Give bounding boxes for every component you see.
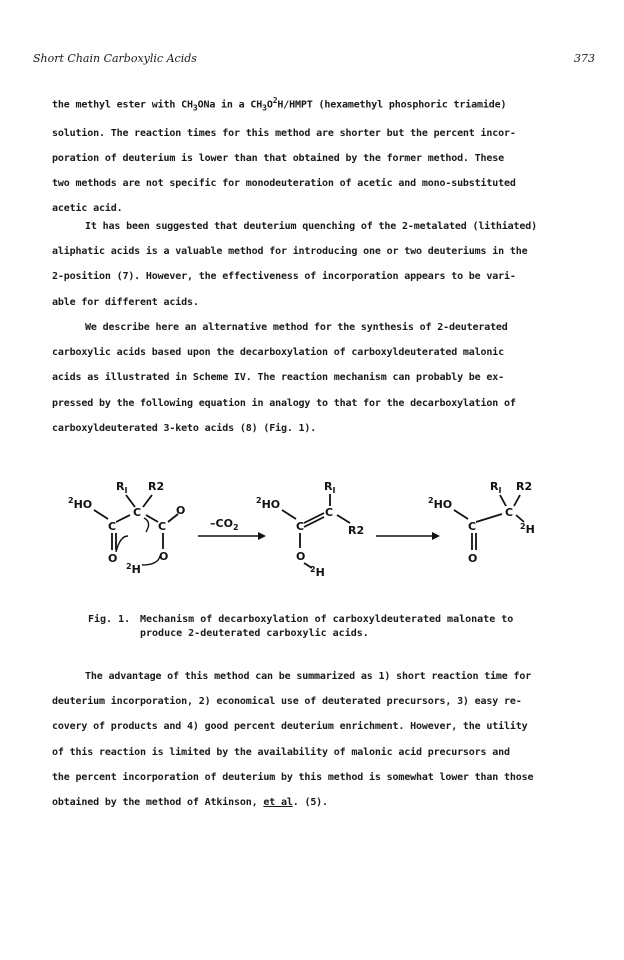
text-line: pressed by the following equation in analogy to that for the decarboxylation of [52, 397, 516, 409]
r1-label: $R_I$ [490, 480, 502, 495]
text-line: We describe here an alternative method for the synthesis of 2-deuterated [85, 322, 508, 333]
malonic-acid-structure [68, 480, 185, 576]
r1-label: $R_I$ [116, 480, 128, 495]
carboxyl-carbon: C [468, 520, 477, 533]
caption-line: Fig. 1. Mechanism of decarboxylation of carboxyldeuterated malonate to [88, 614, 514, 625]
text-line: the percent incorporation of deuterium by this method is somewhat lower than those [52, 771, 534, 783]
r2-label: R2 [148, 480, 165, 493]
figure-caption [88, 613, 568, 641]
deuterium-label: $^2$H [310, 565, 325, 579]
alpha-carbon: C [505, 506, 514, 519]
carboxyl-carbon: C [108, 520, 117, 533]
paragraph-methyl-ester [52, 88, 572, 221]
paragraph-deuterium-quenching [52, 214, 572, 315]
r2-label: R2 [516, 480, 533, 493]
enol-carbon: C [296, 520, 305, 533]
text-line: It has been suggested that deuterium quenching of the 2-metalated (lithiated) [85, 221, 538, 232]
caption-line: produce 2-deuterated carboxylic acids. [140, 628, 369, 639]
text-line: carboxyldeuterated 3-keto acids (8) (Fig. 1). [52, 422, 317, 434]
deuterated-acid-structure [428, 480, 535, 565]
alpha-carbon: C [325, 506, 334, 519]
hydroxyl-oxygen: O [159, 550, 169, 563]
text-line: of this reaction is limited by the availability of malonic acid precursors and [52, 746, 510, 758]
carbonyl-oxygen: O [108, 552, 118, 565]
running-title: Short Chain Carboxylic Acids [33, 52, 197, 65]
figure-label: Fig. 1. [88, 614, 131, 625]
text-line: able for different acids. [52, 296, 199, 308]
text-line: aliphatic acids is a valuable method for introducing one or two deuteriums in the [52, 246, 528, 258]
text-line: solution. The reaction times for this method are shorter but the percent incor- [52, 127, 516, 139]
carboxyl-carbon: C [158, 520, 167, 533]
text-line: The advantage of this method can be summarized as 1) short reaction time for [85, 671, 532, 682]
r2-label: R2 [348, 524, 365, 537]
text-line: deuterium incorporation, 2) economical use of deuterated precursors, 3) easy re- [52, 696, 522, 708]
paragraph-advantages [52, 664, 572, 815]
text-line: covery of products and 4) good percent deuterium enrichment. However, the utility [52, 721, 528, 733]
reaction-arrow-decarboxylation [198, 517, 266, 540]
ho-label: $^2$HO [68, 496, 93, 511]
et-al-underlined: et al [263, 797, 293, 809]
paragraph-alternative-method [52, 315, 572, 441]
central-carbon: C [133, 506, 142, 519]
text-line: 2-position (7). However, the effectiveness of incorporation appears to be vari- [52, 271, 516, 283]
ho-label: $^2$HO [428, 496, 453, 511]
text-line: poration of deuterium is lower than that obtained by the former method. These [52, 152, 505, 164]
enol-intermediate-structure [256, 480, 364, 579]
enol-oxygen: O [296, 550, 306, 563]
carbonyl-oxygen: O [468, 552, 478, 565]
text-line: carboxylic acids based upon the decarboxylation of carboxyldeuterated malonic [52, 347, 505, 359]
text-line: acids as illustrated in Scheme IV. The reaction mechanism can probably be ex- [52, 372, 505, 384]
carbonyl-oxygen: O [176, 504, 186, 517]
page-number: 373 [574, 52, 595, 65]
reaction-arrow-tautomerization [376, 532, 440, 540]
text-line: acetic acid. [52, 203, 123, 215]
reagent-label: $-CO_2$ [210, 517, 239, 532]
text-line: the methyl ester with $CH_3ONa$ in a $CH_3O^2H$/HMPT (hexamethyl phosphoric triamide) [52, 96, 507, 113]
deuterium-label: $^2$H [126, 562, 141, 576]
text-line: two methods are not specific for monodeuteration of acetic and mono-substituted [52, 177, 516, 189]
ho-label: $^2$HO [256, 496, 281, 511]
r1-label: $R_I$ [324, 480, 336, 495]
text-line: obtained by the method of Atkinson, et al. (5). [52, 797, 328, 809]
decarboxylation-scheme [60, 470, 560, 585]
deuterium-label: $^2$H [520, 522, 535, 536]
